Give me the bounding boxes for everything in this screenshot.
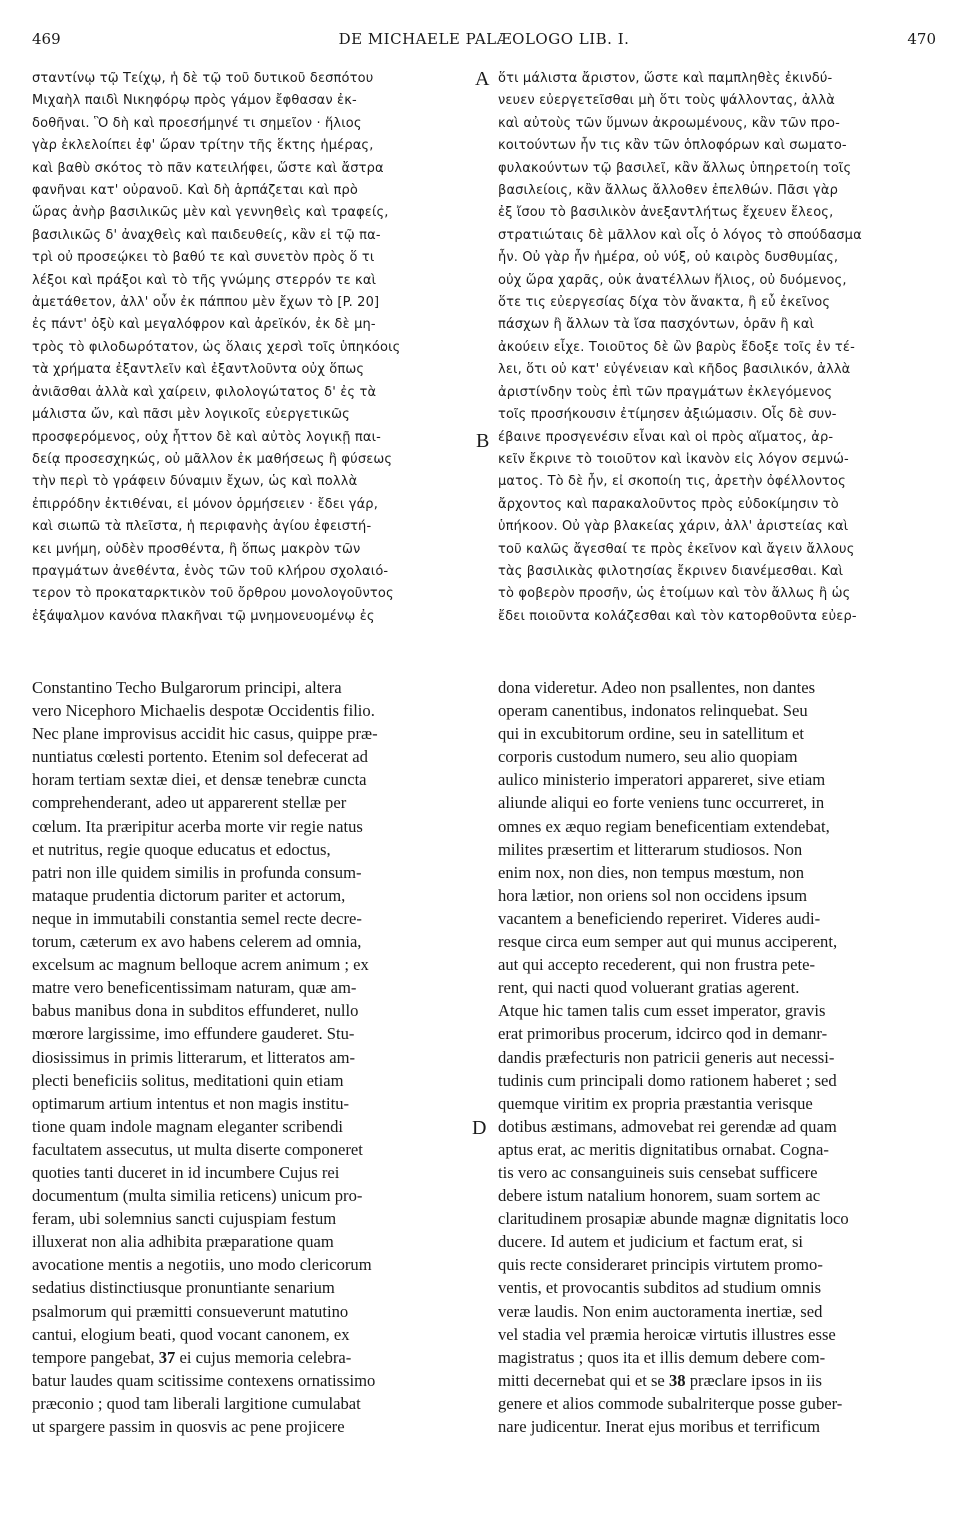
text-line-content: ἐξ ἴσου τὸ βασιλικὸν ἀνεξαντλήτως ἔχευεν ἔλεος,: [498, 205, 834, 221]
text-line: [498, 270, 934, 292]
text-line: [498, 1161, 934, 1184]
text-line-content: mœrore largissime, imo effundere gauderet. Stu-: [32, 1024, 355, 1044]
text-line-content: optimarum artium intentus et non magis institu-: [32, 1093, 350, 1113]
text-line: [498, 1207, 934, 1230]
text-line-content: rent, qui nacti quod voluerant gratias agerent.: [498, 978, 800, 998]
text-line: [32, 539, 468, 561]
text-line: [32, 1300, 468, 1323]
text-line-content: ματος. Τὸ δὲ ἦν, εἰ σκοποίη τις, ἀρετὴν ὀφέλλοντος: [498, 474, 846, 490]
text-line-content: ut spargere passim in quosvis ac pene projicere: [32, 1417, 345, 1436]
text-line-content: resque circa eum semper aut qui munus acciperent,: [498, 932, 838, 952]
text-line: [32, 90, 468, 112]
text-line: [498, 606, 934, 628]
text-line: [32, 583, 468, 605]
text-line: [32, 561, 468, 583]
text-line: [498, 1415, 934, 1438]
text-line-content: aptus erat, ac meritis dignitatibus ornabat. Cogna-: [498, 1139, 829, 1159]
text-line: [498, 1230, 934, 1253]
text-line: [498, 1184, 934, 1207]
text-line-content: τὰς βασιλικὰς φιλοτησίας ἔκρινεν διανέμεσθαι. Καὶ: [498, 563, 844, 579]
text-line: [498, 337, 934, 359]
text-line-content: ἐξάψαλμον κανόνα πλακῆναι τῷ μνημονευομένῳ ἐς: [32, 608, 375, 624]
text-line: [498, 539, 934, 561]
latin-column-right: [498, 676, 934, 1438]
text-line: [32, 861, 468, 884]
text-line: [32, 382, 468, 404]
text-line-content: corporis custodum numero, seu alio quopiam: [498, 747, 798, 767]
greek-column-left: [32, 68, 468, 628]
text-line-content: quemque viritim ex propria præstantia verisque: [498, 1093, 813, 1113]
text-line-content: veræ laudis. Non enim auctoramenta inertiæ, sed: [498, 1301, 823, 1321]
text-line: [498, 930, 934, 953]
text-line: [32, 745, 468, 768]
text-line: [32, 815, 468, 838]
text-line: [498, 135, 934, 157]
text-line: [32, 494, 468, 516]
text-line-content: Atque hic tamen talis cum esset imperator, gravis: [498, 1001, 826, 1021]
text-line: [32, 1115, 468, 1138]
text-line: [498, 292, 934, 314]
text-line: [32, 884, 468, 907]
text-line-content: ἀριστίνδην τοὺς ἐπὶ τῶν πραγμάτων ἐκλεγόμενος: [498, 384, 833, 400]
text-line-content: tis vero ac consanguineis suis censebat sufficere: [498, 1162, 818, 1182]
text-line-content: ἔδει ποιοῦντα κολάζεσθαι καὶ τὸν κατορθοῦντα εὐερ-: [498, 608, 857, 624]
text-line-content: patri non ille quidem similis in profunda consum-: [32, 862, 362, 882]
text-line: [32, 699, 468, 722]
text-line: [498, 1092, 934, 1115]
text-line-content: καὶ αὐτοὺς τῶν ὕμνων ἀκροωμένους, κἂν τῶν προ-: [498, 115, 840, 131]
text-line-content: ἐς πάντ' ὀξὺ καὶ μεγαλόφρον καὶ ἀρεϊκόν, ἐκ δὲ μη-: [32, 317, 376, 333]
text-line: [498, 1022, 934, 1045]
text-line: [32, 337, 468, 359]
text-line-content: ἀνιᾶσθαι ἀλλὰ καὶ χαίρειν, φιλολογώτατος δ' ἐς τὰ: [32, 384, 377, 400]
text-line-content: ἀκούειν εἶχε. Τοιοῦτος δὲ ὢν βαρὺς ἔδοξε τοῖς ἐν τέ-: [498, 339, 855, 355]
text-line: [498, 976, 934, 999]
text-line-content: γὰρ ἐκλελοίπει ἐφ' ὥραν τρίτην τῆς ἕκτης ἡμέρας,: [32, 138, 374, 154]
text-line-content: et nutritus, regie quoque educatus et edoctus,: [32, 839, 331, 859]
text-line: [498, 516, 934, 538]
text-line-content: horam tertiam sextæ diei, et densæ tenebræ cuncta: [32, 770, 367, 790]
text-line: [498, 884, 934, 907]
text-line: [498, 1253, 934, 1276]
text-line-content: τὸ φοβερὸν προσῆν, ὡς ἑτοίμων καὶ τὸν ἄλλως ἢ ὡς: [498, 586, 851, 602]
text-line: [498, 815, 934, 838]
text-line-content: τὰ χρήματα ἐξαντλεῖν καὶ ἐξαντλοῦντα οὐχ ὅπως: [32, 362, 365, 378]
text-line-content: ducere. Id autem et judicium et factum erat, si: [498, 1232, 804, 1252]
text-line: [32, 953, 468, 976]
text-line-content: diosissimus in primis litterarum, et litteratos am-: [32, 1047, 356, 1067]
text-line: [498, 999, 934, 1022]
text-line-content: claritudinem prosapiæ abunde magnæ dignitatis loco: [498, 1209, 849, 1229]
text-line-content: psalmorum qui præmitti consueverunt matutino: [32, 1301, 349, 1321]
text-line-content: δείᾳ προσεσχηκώς, οὐ μᾶλλον ἐκ μαθήσεως ἢ φύσεως: [32, 451, 393, 467]
text-line: [498, 113, 934, 135]
text-line: [32, 1022, 468, 1045]
text-line: [498, 359, 934, 381]
text-line: [32, 1138, 468, 1161]
text-line: [32, 930, 468, 953]
text-line-content: dandis præfecturis non patricii generis aut necessi-: [498, 1047, 835, 1067]
text-line-content: τοῦ καλῶς ἄγεσθαί τε πρὸς ἐκεῖνον καὶ ἄγειν ἄλλους: [498, 541, 855, 557]
text-line: [498, 1392, 934, 1415]
text-line: [498, 838, 934, 861]
text-line-content: λέξοι καὶ πράξοι καὶ τὸ τῆς γνώμης στερρόν τε καὶ: [32, 272, 377, 288]
text-line: [498, 404, 934, 426]
text-line-content: torum, cæterum ex avo habens celerem ad omnia,: [32, 932, 362, 952]
text-line-content: κοιτούντων ἦν τις κἂν τῶν ὁπλοφόρων καὶ σωματο-: [498, 138, 847, 154]
text-line-content: mataque prudentia dictorum pariter et actorum,: [32, 885, 346, 905]
text-line: [498, 561, 934, 583]
text-line: [498, 907, 934, 930]
text-line-content: qui in excubitorum ordine, seu in satellitum et: [498, 724, 805, 744]
text-line-content: ὥρας ἀνὴρ βασιλικῶς μὲν καὶ γεννηθεὶς καὶ τραφείς,: [32, 205, 389, 221]
text-line: [32, 907, 468, 930]
text-line-content: milites præsertim et litterarum studiosos. Non: [498, 839, 803, 859]
text-line: [32, 1415, 468, 1438]
text-line-content: έβαινε προσγενέσιν εἶναι καὶ οἱ πρὸς αἵματος, ἀρ-: [498, 429, 834, 445]
text-line-content: vel stadia vel præmia heroicæ virtutis illustres esse: [498, 1324, 836, 1344]
text-line: [498, 1138, 934, 1161]
text-line: [498, 202, 934, 224]
text-line: [498, 1115, 934, 1138]
text-line: [32, 1046, 468, 1069]
text-line-continuation: præclare ipsos in iis: [685, 1370, 822, 1390]
text-line: [498, 699, 934, 722]
text-line: [498, 1300, 934, 1323]
text-line: [32, 135, 468, 157]
text-line: [498, 471, 934, 493]
text-line-content: vacantem a beneficiendo reperiret. Videres audi-: [498, 908, 821, 928]
text-line: [32, 1092, 468, 1115]
text-line-content: Constantino Techo Bulgarorum principi, altera: [32, 678, 342, 697]
text-line: [32, 1369, 468, 1392]
text-line-content: ventis, et provocantis subditos ad studium omnis: [498, 1278, 822, 1298]
text-line: [32, 1346, 468, 1369]
text-line-content: comprehenderant, adeo ut apparerent stellæ per: [32, 793, 347, 813]
text-line-content: σταντίνῳ τῷ Τείχῳ, ἡ δὲ τῷ τοῦ δυτικοῦ δεσπότου: [32, 71, 374, 86]
text-line-content: πραγμάτων ἀνεθέντα, ἑνὸς τῶν τοῦ κλήρου σχολαιό-: [32, 563, 389, 579]
text-line-content: ἄρχοντος καὶ παρακαλοῦντος πρὸς εὐδοκίμησιν τὸ: [498, 496, 839, 512]
text-line-content: tione quam indole magnam eleganter scribendi: [32, 1116, 344, 1136]
greek-column-right: [498, 68, 934, 628]
text-line-content: matre vero beneficentissimam naturam, quæ am-: [32, 978, 357, 998]
text-line-content: ὑπήκοον. Οὐ γὰρ βλακείας χάριν, ἀλλ' ἀριστείας καὶ: [498, 519, 849, 535]
text-line-content: κεῖν ἔκρινε τὸ τοιοῦτον καὶ ἱκανὸν εἰς λόγον σεμνώ-: [498, 451, 849, 467]
text-line-content: στρατιώταις δὲ μᾶλλον καὶ οἷς ὁ λόγος τὸ σπούδασμα: [498, 227, 862, 243]
text-line-content: documentum (multa similia reticens) unicum pro-: [32, 1186, 363, 1206]
text-line-content: cœlum. Ita præripitur acerba morte vir regie natus: [32, 816, 363, 836]
text-line-content: ἀμετάθετον, ἀλλ' οὖν ἐκ πάππου μὲν ἔχων τὸ [P. 20]: [32, 295, 380, 311]
text-line: [498, 494, 934, 516]
text-line-content: operam canentibus, indonatos relinquebat. Seu: [498, 701, 808, 721]
text-line-content: sedatius distinctiusque pronuntiante senarium: [32, 1278, 335, 1298]
text-line-content: batur laudes quam scitissime contexens ornatissimo: [32, 1370, 376, 1390]
text-line-content: tempore pangebat,: [32, 1347, 155, 1367]
margin-marker-a: A: [475, 68, 490, 90]
text-line-content: magistratus ; quos ita et illis demum debere com-: [498, 1347, 826, 1367]
text-line-content: neque in immutabili constantia semel recte decre-: [32, 908, 362, 928]
text-line-content: erat primoribus procerum, idcirco qod in demanr-: [498, 1024, 828, 1044]
text-line: [32, 292, 468, 314]
text-line: [32, 202, 468, 224]
text-line: [498, 180, 934, 202]
text-line-content: ὅτε τις εὐεργεσίας δίχα τὸν ἄνακτα, ἢ εὖ ἐκεῖνος: [498, 295, 831, 311]
text-line: [498, 953, 934, 976]
text-line-content: φυλακούντων τῷ βασιλεῖ, κἂν ἄλλως ὑπηρετοίη τοῖς: [498, 160, 852, 176]
text-line: [498, 90, 934, 112]
text-line-content: nuntiatus cœlesti portento. Etenim sol defecerat ad: [32, 747, 368, 767]
page-number-left: 469: [32, 30, 61, 48]
text-line: [32, 1207, 468, 1230]
folio-number: 38: [668, 1370, 686, 1390]
text-line: [32, 1392, 468, 1415]
text-line-content: τρὸς τὸ φιλοδωρότατον, ὡς ὅλαις χερσὶ τοῖς ὑπηκόοις: [32, 339, 401, 355]
text-line: [32, 791, 468, 814]
text-line: [32, 838, 468, 861]
text-line-content: plecti beneficiis solitus, meditationi quin etiam: [32, 1070, 344, 1090]
text-line: [32, 722, 468, 745]
text-line: [32, 606, 468, 628]
text-line: [32, 1276, 468, 1299]
text-line: [32, 1253, 468, 1276]
text-line: [498, 1323, 934, 1346]
text-line-content: οὐχ ὥρα χαρᾶς, οὐκ ἀνατέλλων ἥλιος, οὐ δυόμενος,: [498, 272, 847, 288]
text-line-content: Μιχαὴλ παιδὶ Νικηφόρῳ πρὸς γάμον ἔφθασαν ἐκ-: [32, 93, 357, 109]
text-line: [32, 225, 468, 247]
text-line-content: πάσχων ἢ ἄλλων τὰ ἴσα πασχόντων, ὁρᾶν ἢ καὶ: [498, 317, 815, 333]
text-line: [32, 449, 468, 471]
text-line-content: aliunde aliqui eo forte veniens tunc occurreret, in: [498, 793, 825, 813]
text-line-content: præconio ; quod tam liberali largitione cumulabat: [32, 1393, 361, 1413]
margin-marker-d: D: [472, 1117, 487, 1139]
text-line-content: babus manibus dona in subditos effunderet, nullo: [32, 1001, 359, 1021]
text-line: [32, 270, 468, 292]
text-line-content: quis recte consideraret principis virtutem promo-: [498, 1255, 823, 1275]
text-line-content: avocatione mentis a negotiis, uno modo clericorum: [32, 1255, 372, 1275]
text-line-content: καὶ βαθὺ σκότος τὸ πᾶν κατειλήφει, ὥστε καὶ ἄστρα: [32, 160, 384, 176]
text-line: [32, 404, 468, 426]
text-line-content: genere et alios commode subalriterque posse guber-: [498, 1393, 843, 1413]
text-line: [498, 314, 934, 336]
text-line: [32, 1069, 468, 1092]
text-line: [498, 1369, 934, 1392]
page-header: [32, 30, 936, 54]
text-line-content: omnes ex æquo regiam beneficentiam extendebat,: [498, 816, 830, 836]
text-line-content: illuxerat non alia adhibita præparatione quam: [32, 1232, 334, 1252]
text-line-content: aut qui accepto recederent, qui non frustra pete-: [498, 955, 815, 975]
text-line: [498, 158, 934, 180]
page-number-right: 470: [907, 30, 936, 48]
text-line: [32, 676, 468, 699]
text-line-content: hora lætior, non oriens sol non occidens ipsum: [498, 885, 808, 905]
text-line: [498, 791, 934, 814]
text-line: [498, 861, 934, 884]
text-line-content: φανῆναι κατ' οὐρανοῦ. Καὶ δὴ ἁρπάζεται καὶ πρὸ: [32, 183, 358, 199]
text-line: [498, 247, 934, 269]
text-line: [498, 583, 934, 605]
text-line: [498, 449, 934, 471]
text-line-content: excelsum ac magnum belloque acrem animum ; ex: [32, 955, 369, 975]
text-line-content: βασιλικῶς δ' ἀναχθεὶς καὶ παιδευθείς, κἂν εἰ τῷ πα-: [32, 227, 381, 243]
text-line-content: Nec plane improvisus accidit hic casus, quippe præ-: [32, 724, 378, 744]
text-line: [32, 113, 468, 135]
text-line-content: δοθῆναι. Ὃ δὴ καὶ προεσήμηνέ τι σημεῖον · ἥλιος: [32, 115, 362, 131]
text-line: [32, 768, 468, 791]
text-line: [32, 976, 468, 999]
text-line: [32, 158, 468, 180]
text-line-content: mitti decernebat qui et se: [498, 1370, 665, 1390]
text-line: [32, 427, 468, 449]
text-line-continuation: ei cujus memoria celebra-: [175, 1347, 352, 1367]
text-line-content: προσφερόμενος, οὐχ ἧττον δὲ καὶ αὐτὸς λογικῇ παι-: [32, 429, 381, 445]
text-line: [32, 68, 468, 90]
text-line-content: debere istum natalium honorem, suam sortem ac: [498, 1186, 821, 1206]
text-line-content: βασιλείοις, κἂν ἄλλως ἄλλοθεν ἐπελθών. Πᾶσι γὰρ: [498, 183, 839, 199]
text-line-content: ὅτι μάλιστα ἄριστον, ὥστε καὶ παμπληθὲς ἐκινδύ-: [498, 71, 833, 86]
text-line-content: tudinis cum principali domo rationem haberet ; sed: [498, 1070, 837, 1090]
text-line-content: καὶ σιωπῶ τὰ πλεῖστα, ἡ περιφανὴς ἁγίου ἐφειστή-: [32, 519, 372, 535]
text-line-content: τὴν περὶ τὸ γράφειν δύναμιν ἔχων, ὡς καὶ πολλὰ: [32, 474, 358, 490]
text-line: [498, 745, 934, 768]
text-line-content: vero Nicephoro Michaelis despotæ Occidentis filio.: [32, 701, 375, 721]
text-line: [498, 768, 934, 791]
text-line-content: feram, ubi solemnius sancti cujuspiam festum: [32, 1209, 337, 1229]
text-line-content: cantui, elogium beati, quod vocant canonem, ex: [32, 1324, 350, 1344]
text-line-content: ἐπιρρόδην ἐκτιθέναι, εἰ μόνον ὁρμήσειεν · ἔδει γάρ,: [32, 496, 378, 512]
text-line: [32, 180, 468, 202]
margin-marker-b: B: [476, 430, 490, 452]
text-line: [498, 1276, 934, 1299]
text-line: [498, 427, 934, 449]
text-line-content: τρὶ οὐ προσεῴκει τὸ βαθύ τε καὶ συνετὸν πρὸς ὅ τι: [32, 250, 375, 266]
text-line-content: νευεν εὐεργετεῖσθαι μὴ ὅτι τοὺς ψάλλοντας, ἀλλὰ: [498, 93, 835, 109]
folio-number: 37: [158, 1347, 176, 1367]
text-line: [498, 225, 934, 247]
running-head: DE MICHAELE PALÆOLOGO LIB. I.: [338, 30, 630, 48]
latin-column-left: [32, 676, 468, 1438]
text-line-content: μάλιστα ὤν, καὶ πᾶσι μὲν λογικοῖς εὐεργετικῶς: [32, 407, 350, 423]
text-line-content: enim nox, non dies, non tempus mœstum, non: [498, 862, 805, 882]
text-line: [498, 1069, 934, 1092]
text-line-content: τοῖς προσήκουσιν ἐτίμησεν ἀξιώμασιν. Οἷς δὲ συν-: [498, 407, 837, 423]
text-line: [32, 471, 468, 493]
text-line-content: dona videretur. Adeo non psallentes, non dantes: [498, 678, 816, 697]
text-line: [498, 722, 934, 745]
text-line-content: λει, ὅτι οὐ κατ' εὐγένειαν καὶ κῆδος βασιλικόν, ἀλλὰ: [498, 362, 851, 378]
text-line: [32, 999, 468, 1022]
text-line: [32, 247, 468, 269]
text-line-content: aulico ministerio imperatori appareret, sive etiam: [498, 770, 826, 790]
text-line: [32, 1184, 468, 1207]
text-line-content: facultatem assecutus, ut multa diserte componeret: [32, 1139, 363, 1159]
text-line: [498, 382, 934, 404]
text-line: [32, 1230, 468, 1253]
text-line-content: dotibus æstimans, admovebat rei gerendæ ad quam: [498, 1116, 837, 1136]
text-line-content: ἦν. Οὐ γὰρ ἦν ἡμέρα, οὐ νύξ, οὐ καιρὸς δυσθυμίας,: [498, 250, 839, 266]
text-line-content: κει μνήμη, οὐδὲν προσθέντα, ἢ ὅπως μακρὸν τῶν: [32, 541, 361, 557]
text-line-content: quoties tanti duceret in id incumbere Cujus rei: [32, 1162, 340, 1182]
text-line: [32, 359, 468, 381]
text-line-content: τερον τὸ προκαταρκτικὸν τοῦ ὄρθρου μονολογοῦντος: [32, 586, 394, 602]
text-line: [32, 516, 468, 538]
text-line: [498, 1346, 934, 1369]
text-line: [32, 1161, 468, 1184]
text-line: [498, 676, 934, 699]
text-line: [32, 314, 468, 336]
text-line: [32, 1323, 468, 1346]
text-line-content: nare judicentur. Inerat ejus moribus et terrificum: [498, 1417, 821, 1436]
text-line: [498, 1046, 934, 1069]
text-line: [498, 68, 934, 90]
